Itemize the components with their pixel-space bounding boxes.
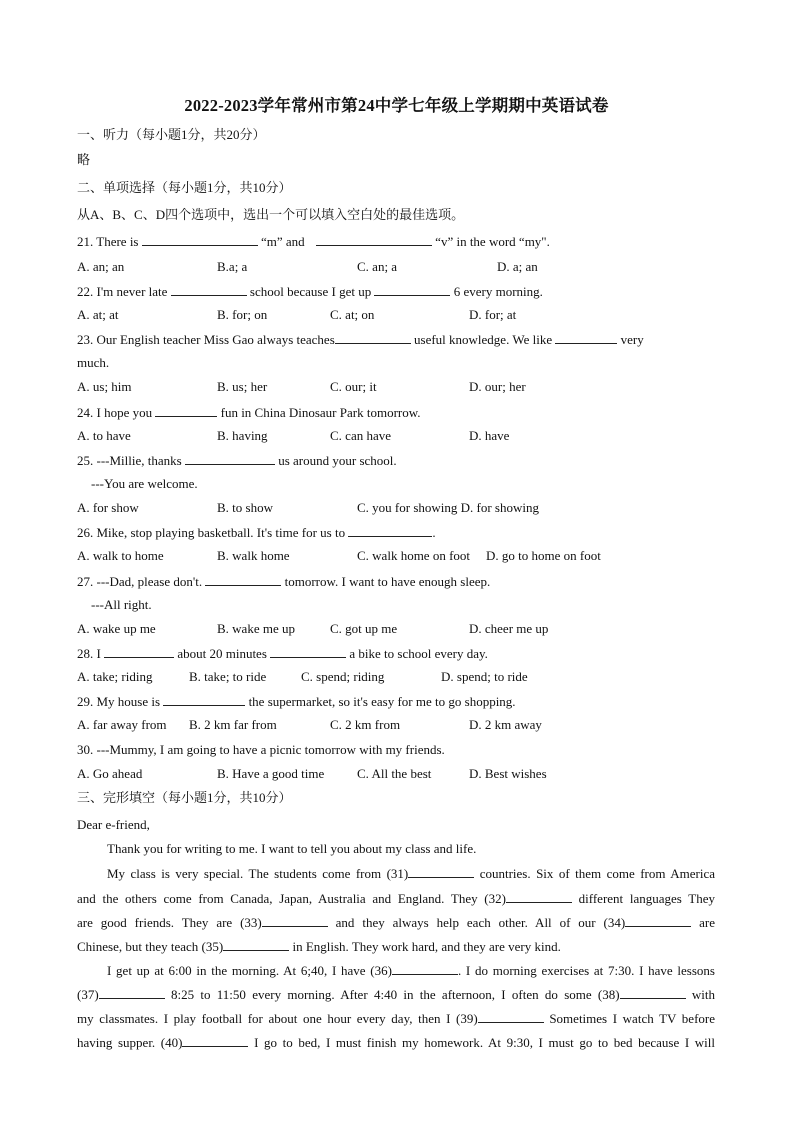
option-b: B. 2 km far from xyxy=(189,717,277,732)
option-d: D. our; her xyxy=(469,379,526,394)
letter-greeting: Dear e-friend, xyxy=(77,817,150,832)
cloze-blank-32 xyxy=(506,890,572,903)
answer-blank xyxy=(171,283,247,296)
option-b: B. us; her xyxy=(217,379,268,394)
option-a: A. walk to home xyxy=(77,548,164,563)
question-30: 30. ---Mummy, I am going to have a picnic tomorrow with my friends. xyxy=(77,742,445,757)
option-c: C. got up me xyxy=(330,621,398,636)
option-d: D. Best wishes xyxy=(469,766,547,781)
question-23: 23. Our English teacher Miss Gao always teaches useful knowledge. We like very xyxy=(77,332,644,347)
option-a: A. far away from xyxy=(77,717,167,732)
letter-line: Chinese, but they teach (35) in English. They work hard, and they are very kind. xyxy=(77,939,561,954)
cloze-blank-33 xyxy=(262,914,328,927)
answer-blank xyxy=(104,645,174,658)
question-25: 25. ---Millie, thanks us around your school. xyxy=(77,453,397,468)
cloze-blank-38 xyxy=(620,986,686,999)
answer-blank xyxy=(205,573,281,586)
cloze-blank-39 xyxy=(478,1010,544,1023)
option-d: D. for; at xyxy=(469,307,517,322)
option-a: A. wake up me xyxy=(77,621,156,636)
letter-line: having supper. (40) I go to bed, I must finish my homework. At 9:30, I must go to bed because I will xyxy=(77,1035,715,1050)
section-1-heading: 一、听力（每小题1分，共20分） xyxy=(77,127,266,142)
option-c: C. walk home on foot xyxy=(357,548,471,563)
option-a: A. at; at xyxy=(77,307,119,322)
option-a: A. for show xyxy=(77,500,139,515)
letter-line: My class is very special. The students come from (31) countries. Six of them come from America xyxy=(107,866,715,881)
option-b: B. having xyxy=(217,428,268,443)
question-23-cont: much. xyxy=(77,355,110,370)
letter-line: I get up at 6:00 in the morning. At 6;40, I have (36) . I do morning exercises at 7:30. I have lessons xyxy=(107,963,715,978)
option-a: A. an; an xyxy=(77,259,125,274)
answer-blank xyxy=(374,283,450,296)
option-c: C. our; it xyxy=(330,379,377,394)
answer-blank xyxy=(185,452,275,465)
cloze-blank-36 xyxy=(392,962,458,975)
option-c: C. 2 km from xyxy=(330,717,401,732)
cloze-blank-34 xyxy=(625,914,691,927)
question-27-reply: ---All right. xyxy=(91,597,152,612)
option-c: C. spend; riding xyxy=(301,669,385,684)
cloze-blank-40 xyxy=(182,1034,248,1047)
answer-blank xyxy=(335,331,411,344)
letter-line: and the others come from Canada, Japan, Australia and England. They (32) different languages They xyxy=(77,891,715,906)
exam-title: 2022-2023学年常州市第24中学七年级上学期期中英语试卷 xyxy=(184,96,609,115)
question-28: 28. I about 20 minutes a bike to school every day. xyxy=(77,646,488,661)
option-b: B. wake me up xyxy=(217,621,295,636)
letter-paragraph-1: Thank you for writing to me. I want to tell you about my class and life. xyxy=(107,841,477,856)
option-b: B. for; on xyxy=(217,307,268,322)
cloze-blank-31 xyxy=(408,865,474,878)
answer-blank xyxy=(555,331,617,344)
option-c: C. can have xyxy=(330,428,392,443)
question-22: 22. I'm never late school because I get up 6 every morning. xyxy=(77,284,543,299)
answer-blank xyxy=(270,645,346,658)
option-b: B. to show xyxy=(217,500,273,515)
option-d: D. a; an xyxy=(497,259,538,274)
option-d: D. cheer me up xyxy=(469,621,549,636)
option-b: B. walk home xyxy=(217,548,290,563)
option-b: B.a; a xyxy=(217,259,248,274)
letter-line: my classmates. I play football for about one hour every day, then I (39) Sometimes I watch TV before xyxy=(77,1011,716,1026)
answer-blank xyxy=(348,524,432,537)
option-c: C. at; on xyxy=(330,307,375,322)
question-29: 29. My house is the supermarket, so it's easy for me to go shopping. xyxy=(77,694,516,709)
letter-line: (37) 8:25 to 11:50 every morning. After 4:40 in the afternoon, I often do some (38) with xyxy=(77,987,716,1002)
option-a: A. to have xyxy=(77,428,131,443)
option-d: D. have xyxy=(469,428,510,443)
question-25-reply: ---You are welcome. xyxy=(91,476,198,491)
option-c: C. All the best xyxy=(357,766,432,781)
option-b: B. take; to ride xyxy=(189,669,267,684)
option-a: A. us; him xyxy=(77,379,132,394)
cloze-blank-37 xyxy=(99,986,165,999)
option-a: A. Go ahead xyxy=(77,766,143,781)
answer-blank xyxy=(155,404,217,417)
answer-blank xyxy=(316,233,432,246)
question-27: 27. ---Dad, please don't. tomorrow. I want to have enough sleep. xyxy=(77,574,491,589)
question-26: 26. Mike, stop playing basketball. It's time for us to . xyxy=(77,525,436,540)
option-d: D. 2 km away xyxy=(469,717,542,732)
cloze-blank-35 xyxy=(223,938,289,951)
option-a: A. take; riding xyxy=(77,669,153,684)
section-3-heading: 三、完形填空（每小题1分，共10分） xyxy=(77,790,292,805)
option-d: D. go to home on foot xyxy=(486,548,601,563)
option-b: B. Have a good time xyxy=(217,766,325,781)
option-c: C. an; a xyxy=(357,259,398,274)
section-2-heading: 二、单项选择（每小题1分，共10分） xyxy=(77,180,292,195)
section-1-note: 略 xyxy=(77,152,91,167)
letter-line: are good friends. They are (33) and they always help each other. All of our (34) are xyxy=(77,915,715,930)
section-2-instructions: 从A、B、C、D四个选项中，选出一个可以填入空白处的最佳选项。 xyxy=(77,207,465,222)
question-24: 24. I hope you fun in China Dinosaur Park tomorrow. xyxy=(77,405,421,420)
option-c-d: C. you for showing D. for showing xyxy=(357,500,539,515)
question-21: 21. There is “m” and “v” in the word “my". xyxy=(77,234,550,249)
answer-blank xyxy=(142,233,258,246)
answer-blank xyxy=(163,693,245,706)
option-d: D. spend; to ride xyxy=(441,669,528,684)
